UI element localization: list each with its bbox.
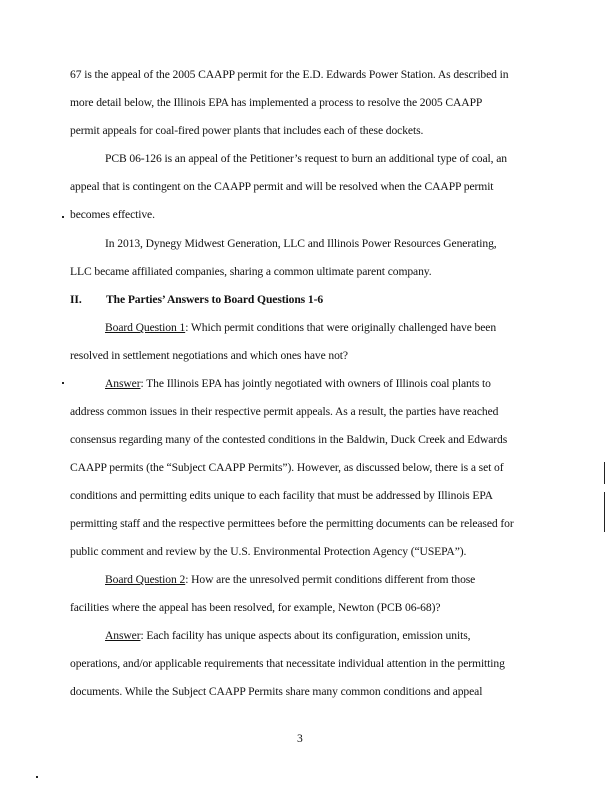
text-line: In 2013, Dynegy Midwest Generation, LLC and Illinois Power Resources Generating, — [105, 237, 497, 250]
section-number: II. — [70, 293, 82, 306]
section-title: The Parties’ Answers to Board Questions 1-6 — [106, 293, 324, 306]
text-line: public comment and review by the U.S. Environmental Protection Agency (“USEPA”). — [70, 545, 467, 558]
text-line: consensus regarding many of the contested conditions in the Baldwin, Duck Creek and Edwards — [70, 433, 508, 446]
answer-text: : Each facility has unique aspects about its configuration, emission units, — [140, 629, 471, 642]
answer-text: : The Illinois EPA has jointly negotiated with owners of Illinois coal plants to — [140, 377, 491, 390]
question-text: : Which permit conditions that were originally challenged have been — [185, 321, 497, 334]
text-line: 67 is the appeal of the 2005 CAAPP permit for the E.D. Edwards Power Station. As described in — [70, 68, 509, 81]
question-text: : How are the unresolved permit conditions different from those — [185, 573, 476, 586]
scan-speck — [62, 216, 64, 218]
text-line: conditions and permitting edits unique to each facility that must be addressed by Illinois EPA — [70, 489, 493, 502]
text-line: permit appeals for coal-fired power plants that includes each of these dockets. — [70, 124, 424, 137]
text-line: operations, and/or applicable requirements that necessitate individual attention in the permitting — [70, 657, 505, 670]
text-line: address common issues in their respective permit appeals. As a result, the parties have reached — [70, 405, 499, 418]
page-number: 3 — [297, 732, 303, 745]
text-line: LLC became affiliated companies, sharing a common ultimate parent company. — [70, 265, 432, 278]
question-label: Board Question 2 — [105, 573, 186, 586]
text-line: CAAPP permits (the “Subject CAAPP Permits”). However, as discussed below, there is a set of — [70, 461, 504, 474]
answer-label: Answer — [105, 629, 141, 642]
text-line: facilities where the appeal has been resolved, for example, Newton (PCB 06-68)? — [70, 601, 441, 614]
question-label: Board Question 1 — [105, 321, 186, 334]
answer-line — [105, 377, 585, 391]
text-line: becomes effective. — [70, 208, 155, 221]
text-line: PCB 06-126 is an appeal of the Petitioner’s request to burn an additional type of coal, an — [105, 152, 507, 165]
scan-speck — [62, 382, 64, 384]
section-heading — [70, 293, 550, 307]
text-line: more detail below, the Illinois EPA has implemented a process to resolve the 2005 CAAPP — [70, 96, 483, 109]
answer-line — [105, 629, 585, 643]
question-line — [105, 573, 585, 587]
question-line — [105, 321, 585, 335]
text-line: appeal that is contingent on the CAAPP permit and will be resolved when the CAAPP permit — [70, 180, 494, 193]
scan-speck — [36, 776, 38, 778]
text-line: resolved in settlement negotiations and which ones have not? — [70, 349, 348, 362]
answer-label: Answer — [105, 377, 141, 390]
text-line: permitting staff and the respective permittees before the permitting documents can be released for — [70, 517, 514, 530]
scan-edge-mark — [604, 462, 605, 484]
scan-edge-mark — [604, 492, 605, 532]
text-line: documents. While the Subject CAAPP Permits share many common conditions and appeal — [70, 685, 483, 698]
